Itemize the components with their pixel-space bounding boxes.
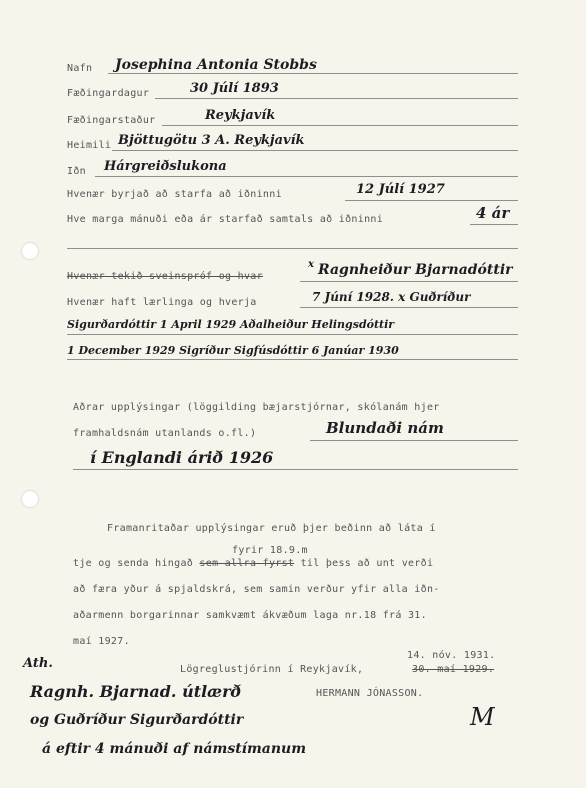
body-line-2-struck: sem allra fyrst [199, 558, 295, 569]
note-line-1: Ath. [23, 656, 53, 671]
note-line-3: og Guðríður Sigurðardóttir [30, 712, 244, 728]
field-label-laerlingar: Hvenær haft lærlinga og hverja [67, 297, 257, 308]
field-line [108, 73, 518, 74]
field-line [67, 334, 518, 335]
field-line [162, 125, 518, 126]
field-line [300, 281, 518, 282]
field-value-laerlingar-line3: 1 December 1929 Sigríður Sigfúsdóttir 6 Janúar 1930 [67, 344, 399, 357]
field-label-sveinsprof: Hvenær tekið sveinspróf og hvar [67, 271, 263, 282]
field-line [67, 359, 518, 360]
field-line [67, 248, 518, 249]
field-line [73, 469, 518, 470]
body-line-2 [73, 558, 433, 569]
field-value-adrar-line2: í Englandi árið 1926 [90, 448, 274, 467]
field-line [470, 224, 518, 225]
punch-hole [21, 490, 39, 508]
signature-authority: Lögreglustjórinn í Reykjavík, [180, 664, 364, 675]
field-value-faedingardagur: 30 Júlí 1893 [190, 81, 279, 96]
field-line [95, 176, 518, 177]
body-line-1: Framanritaðar upplýsingar eruð þjer beðinn að láta í [107, 523, 436, 534]
note-line-4: á eftir 4 mánuði af námstímanum [42, 741, 307, 757]
body-line-5: maí 1927. [73, 636, 130, 647]
field-label-idn: Iðn [67, 166, 86, 177]
field-value-byrjad: 12 Júlí 1927 [356, 182, 445, 197]
body-line-3: að færa yður á spjaldskrá, sem samin verður yfir alla iðn- [73, 584, 440, 595]
field-line [300, 307, 518, 308]
field-line [155, 98, 518, 99]
field-label-adrar: Aðrar upplýsingar (löggilding bæjarstjórnar, skólanám hjer [73, 402, 440, 413]
signature-old-date: 30. maí 1929. [412, 664, 495, 675]
insertion-marker: x [308, 259, 314, 270]
body-line-2-start: tje og senda hingað [73, 558, 194, 569]
signature-name: HERMANN JÓNASSON. [316, 688, 424, 699]
field-label-manudir: Hve marga mánuði eða ár starfað samtals að iðninni [67, 214, 384, 225]
punch-hole [21, 242, 39, 260]
field-label-byrjad: Hvenær byrjað að starfa að iðninni [67, 189, 282, 200]
body-line-4: aðarmenn borgarinnar samkvæmt ákvæðum laga nr.18 frá 31. [73, 610, 427, 621]
field-value-sveinsprof: Ragnheiður Bjarnadóttir [318, 262, 513, 278]
field-value-heimili: Bjöttugötu 3 A. Reykjavík [118, 133, 305, 148]
field-value-idn: Hárgreiðslukona [104, 159, 227, 174]
body-insertion: fyrir 18.9.m [232, 545, 308, 556]
field-value-laerlingar: 7 Júní 1928. x Guðríður [312, 290, 471, 304]
note-line-2: Ragnh. Bjarnad. útlærð [30, 682, 242, 701]
body-line-2-end: til þess að unt verði [300, 558, 434, 569]
field-value-faedingarstadur: Reykjavík [205, 108, 276, 123]
field-label-faedingardagur: Fæðingardagur [67, 88, 150, 99]
initial-mark: M [470, 703, 495, 731]
date-stamp: 14. nóv. 1931. [407, 650, 496, 661]
field-value-adrar: Blundaði nám [326, 419, 444, 437]
field-label-nafn: Nafn [67, 63, 93, 74]
field-line [345, 200, 518, 201]
field-line [112, 150, 518, 151]
field-label-faedingarstadur: Fæðingarstaður [67, 115, 156, 126]
field-value-nafn: Josephina Antonia Stobbs [115, 57, 317, 73]
field-value-manudir: 4 ár [476, 204, 510, 222]
field-value-laerlingar-line2: Sigurðardóttir 1 April 1929 Aðalheiður Helingsdóttir [67, 318, 395, 331]
field-label-adrar-line2: framhaldsnám utanlands o.fl.) [73, 428, 257, 439]
field-line [310, 440, 518, 441]
field-label-heimili: Heimili [67, 140, 112, 151]
